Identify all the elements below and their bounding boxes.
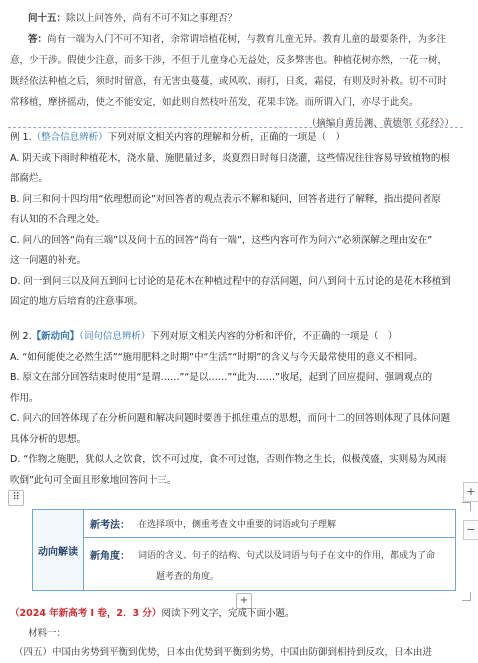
answer-line-2: 意，少干涉。假使少注意，而多干涉，不但于儿童身心无益处，反多弊害也。种植花树亦然，一花一树， [10,55,448,66]
material-label: 材料一： [28,628,67,639]
example-1-option-d-cont: 固定的地方后培育的注意事项。 [10,296,144,307]
exam-stem: （2024 年新高考 I 卷，2．3 分）阅读下列文字，完成下面小题。 [10,608,295,619]
example-1-option-a-cont: 部腐烂。 [10,173,49,184]
example-1-tag: （整合信息辨析） [31,132,108,143]
exam-question [10,604,458,625]
example-1-option-c: C. 问八的回答“尚有三端”以及问十五的回答“尚有一端”，这些内容可作为问六“必须深解之理由安在” [10,234,433,246]
material-line: （四五）中国由劣势到平衡到优势，日本由优势到平衡到劣势，中国由防御到相持到反攻，日本由进 [14,647,433,658]
example-2-option-a: A. “如何能使之必然生活”“施用肥料之时期”中“生活”“时期”的含义与今天最常使用的意义不相同。 [10,351,423,363]
side-plus-button[interactable]: + [463,482,478,502]
trend-interpretation-box [32,509,456,591]
example-1-stem: 例 1.（整合信息辨析）下列对原文相关内容的理解和分析，正确的一项是（ ） [10,132,346,143]
answer-line-4: 常移植，摩挤摇动，使之不能安定，如此则自然枝叶茁发，花果丰饶。而所谓入门，亦尽于此矣。 [10,97,419,108]
example-2-option-b: B. 原文在部分回答结束时使用“是谓……”“是以……”“此为……”收尾，起到了回应提问、强调观点的 [10,372,433,383]
answer-label: 答： [28,34,48,45]
new-angle-text: 词语的含义、句子的结构、句式以及词语与句子在文中的作用，都成为了命 题考查的角度。 [138,551,436,582]
example-2-tag: （词句信息辨析） [79,331,151,342]
trend-box-title: 动向解读 [33,510,84,590]
example-1-prefix: 例 1. [10,132,32,143]
example-1 [10,128,458,313]
example-1-option-b: B. 问三和问十四均用“依理想而论”对回答者的观点表示不解和疑问，回答者进行了解释，指出提问者原 [10,193,441,205]
example-2-new-tag: 【新动向】 [31,331,80,342]
add-row-icon[interactable]: + [236,593,252,609]
trend-box-row-new-method [84,510,455,538]
example-2-prefix: 例 2. [10,331,32,342]
table-corner-mark [462,592,471,601]
new-method-label: 新考法： [90,520,130,531]
example-1-option-d: D. 问一到问三以及问五到问七讨论的是花木在种植过程中的存活问题，问八到问十五讨论的是花木移植到 [10,275,451,287]
example-2-option-c: C. 问六的回答体现了在分析问题和解决问题时要善于抓住重点的思想，而问十二的回答则体现了具体问题 [10,413,451,424]
side-minus-button[interactable]: − [463,520,478,540]
table-corner-mark [462,502,471,511]
passage-source: （摘编自黄岳渊、黄德邻《花经》） [306,118,454,129]
exam-tag: （2024 年新高考 I 卷，2．3 分） [10,608,162,619]
example-1-option-c-cont: 这一问题的补充。 [10,255,87,266]
example-2 [10,327,458,491]
example-2-option-b-cont: 作用。 [10,392,39,404]
question-15 [10,8,458,29]
example-2-option-d: D. “作物之施肥，犹似人之饮食，饮不可过度，食不可过饱，否则作物之生长，似极茂盛，实则易为风雨 [10,454,447,465]
new-method-text: 在选择项中，侧重考查文中重要的词语或句子理解 [138,520,337,530]
answer-line-1: 答：尚有一端为入门不可不知者，余常谓培植花树，与教育儿童无异。教育儿童的最要条件，为多注 [28,34,447,45]
drag-handle-icon[interactable]: ⠿ [8,490,24,506]
question-label: 问十五： [28,13,67,24]
example-2-option-c-cont: 具体分析的思想。 [10,433,87,445]
question-text: 除以上问答外，尚有不可不知之事理否？ [66,13,238,24]
example-1-option-b-cont: 有认知的不合理之处。 [10,214,106,225]
example-1-option-a: A. 阴天或下雨时种植花木，浇水量、施肥量过多，炎夏烈日时每日浇灌，这些情况往往容易导致植物的根 [10,152,450,164]
answer-line-3: 既经依法种植之后，须时时留意，有无害虫蔓蔓，或风吹、雨打，日炙，霜侵，有则及时补救。切不可时 [10,76,448,87]
trend-box-row-new-angle [84,538,455,590]
example-2-stem: 例 2.【新动向】（词句信息辨析）下列对原文相关内容的分析和评价，不正确的一项是（ ） [10,331,398,342]
passage [10,8,458,134]
new-angle-label: 新角度： [90,551,130,562]
example-2-option-d-cont: 吹倒”此句可全面且形象地回答问十三。 [10,474,177,486]
